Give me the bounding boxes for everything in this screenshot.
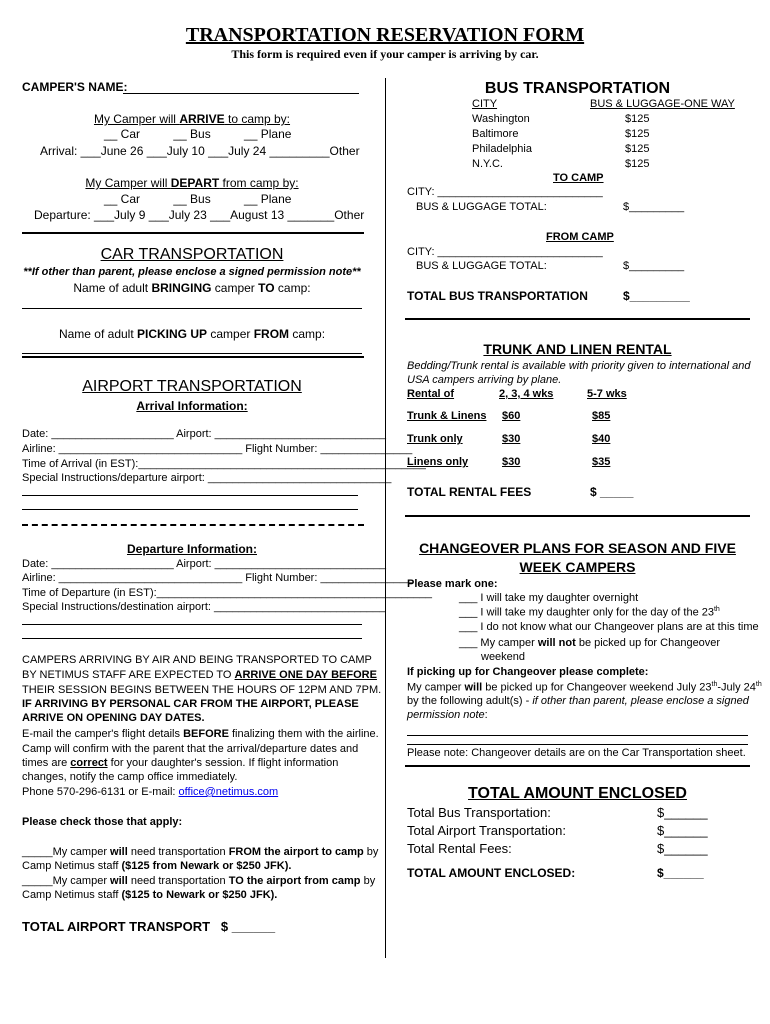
air-notice-line: ARRIVE ON OPENING DAY DATES. [22,712,205,724]
bus-city-price: $125 [625,158,650,170]
total-row-field[interactable]: $______ [657,823,708,838]
arrival-dates[interactable]: Arrival: ___June 26 ___July 10 ___July 24 _________Other [40,144,360,158]
from-camp-total-field[interactable]: $_________ [623,260,685,272]
changeover-option-day[interactable]: ___ I will take my daughter only for the day of the 23th [459,606,720,619]
pickup-line: permission note: [407,709,488,721]
arrive-heading: My Camper will ARRIVE to camp by: [93,112,291,126]
grand-total-field[interactable]: $______ [657,866,704,880]
contact-line: Phone 570-296-6131 or E-mail: office@netimus.com [22,786,279,798]
trunk-row-price-b[interactable]: $35 [592,456,611,468]
from-camp-total-label: BUS & LUGGAGE TOTAL: [416,260,547,272]
arrival-date-field[interactable]: Date: ____________________ Airport: ____________________________ [22,428,386,440]
departure-extra-line[interactable] [22,624,362,625]
divider [405,765,750,767]
to-camp-total-label: BUS & LUGGAGE TOTAL: [416,201,547,213]
divider [22,232,364,234]
to-camp-heading: TO CAMP [553,172,604,184]
divider [405,515,750,517]
pickup-adult-field[interactable] [407,744,748,745]
airport-title: AIRPORT TRANSPORTATION [82,378,302,395]
departure-special-field[interactable]: Special Instructions/destination airport: ____________________________ [22,601,386,613]
arrival-airline-field[interactable]: Airline: ______________________________ Flight Number: _______________ [22,443,413,455]
picking-field[interactable] [22,353,362,354]
changeover-option-unknown[interactable]: ___ I do not know what our Changeover plans are at this time [459,621,759,633]
changeover-title: CHANGEOVER PLANS FOR SEASON AND FIVE [419,540,736,556]
bus-city-price: $125 [625,128,650,140]
trunk-note-line: USA campers arriving by plane. [407,374,562,386]
bus-col-price: BUS & LUGGAGE-ONE WAY [590,98,735,110]
airport-option-to-price: Camp Netimus staff ($125 to Newark or $250 JFK). [22,889,278,901]
to-camp-city-field[interactable]: CITY: ___________________________ [407,186,603,198]
email-notice-line: Camp will confirm with the parent that the arrival/departure dates and [22,743,359,755]
divider [405,318,750,320]
picking-label: Name of adult PICKING UP camper FROM camp: [58,327,326,341]
departure-airline-field[interactable]: Airline: ______________________________ Flight Number: _______________ [22,572,413,584]
changeover-option-not-picked-2: weekend [481,651,526,663]
grand-total-label: TOTAL AMOUNT ENCLOSED: [407,866,576,880]
form-title: TRANSPORTATION RESERVATION FORM [185,24,585,46]
departure-dates[interactable]: Departure: ___July 9 ___July 23 ___August 13 _______Other [34,208,365,222]
trunk-title: TRUNK AND LINEN RENTAL [483,341,672,357]
bringing-field[interactable] [22,308,362,309]
trunk-row-price-a[interactable]: $30 [502,456,521,468]
total-row-label: Total Airport Transportation: [407,823,566,838]
form-subtitle: This form is required even if your camper is arriving by car. [231,47,539,61]
departure-date-field[interactable]: Date: ____________________ Airport: ____________________________ [22,558,386,570]
trunk-note-line: Bedding/Trunk rental is available with priority given to international and [407,360,751,372]
bus-grand-total-label: TOTAL BUS TRANSPORTATION [407,289,588,303]
bus-city-price: $125 [625,113,650,125]
divider [22,356,364,358]
arrival-special-field[interactable]: Special Instructions/departure airport: ______________________________ [22,472,392,484]
trunk-row-price-b[interactable]: $85 [592,410,611,422]
bus-city-name: Baltimore [472,128,519,140]
pickup-adult-field[interactable] [407,735,748,736]
column-divider [385,78,386,958]
changeover-option-not-picked[interactable]: ___ My camper will not be picked up for Changeover [459,637,721,649]
email-link[interactable]: office@netimus.com [178,786,279,798]
total-row-label: Total Rental Fees: [407,841,512,856]
bus-grand-total-field[interactable]: $_________ [623,289,690,303]
air-notice-line: BY NETIMUS STAFF ARE EXPECTED TO ARRIVE ONE DAY BEFORE [22,669,377,681]
trunk-row-price-a[interactable]: $30 [502,433,521,445]
air-notice-line: THEIR SESSION BEGINS BETWEEN THE HOURS OF 12PM AND 7PM. [22,684,382,696]
trunk-row-item[interactable]: Trunk only [407,433,463,445]
email-notice-line: changes, notify the camp office immediately. [22,771,238,783]
camper-name-label: CAMPER'S NAME: [22,80,128,94]
total-row-field[interactable]: $______ [657,805,708,820]
dashed-divider [22,524,364,526]
total-airport-transport[interactable]: TOTAL AIRPORT TRANSPORT $ ______ [22,919,276,934]
car-title: CAR TRANSPORTATION [100,246,284,263]
bus-city-price: $125 [625,143,650,155]
depart-modes[interactable]: __ Car __ Bus __ Plane [104,192,292,206]
total-row-label: Total Bus Transportation: [407,805,551,820]
arrival-extra-line[interactable] [22,509,358,510]
pickup-line: by the following adult(s) - if other than parent, please enclose a signed [407,695,749,707]
depart-heading: My Camper will DEPART from camp by: [85,176,299,190]
bringing-label: Name of adult BRINGING camper TO camp: [73,281,311,295]
total-row-field[interactable]: $______ [657,841,708,856]
departure-time-field[interactable]: Time of Departure (in EST):_____________________________________________ [22,587,432,599]
arrival-extra-line[interactable] [22,495,358,496]
changeover-title-2: WEEK CAMPERS [519,559,636,575]
rental-total-field[interactable]: $ _____ [590,485,634,499]
trunk-row-item[interactable]: Trunk & Linens [407,410,487,422]
totals-title: TOTAL AMOUNT ENCLOSED [468,785,687,802]
trunk-row-price-a[interactable]: $60 [502,410,521,422]
bus-city-name: Washington [472,113,530,125]
camper-name-field[interactable] [123,93,359,94]
car-note: **If other than parent, please enclose a signed permission note** [23,266,361,278]
arrive-modes[interactable]: __ Car __ Bus __ Plane [104,127,292,141]
pickup-line: My camper will be picked up for Changeover weekend July 23th-July 24th [407,681,762,694]
airport-option-to[interactable]: _____My camper will need transportation TO the airport from camp by [22,875,376,887]
air-notice-line: CAMPERS ARRIVING BY AIR AND BEING TRANSPORTED TO CAMP [22,654,372,666]
bus-city-name: N.Y.C. [472,158,503,170]
airport-option-from-price: Camp Netimus staff ($125 from Newark or $250 JFK). [22,860,292,872]
trunk-col-rental: Rental of [407,388,455,400]
bus-col-city: CITY [472,98,498,110]
rental-total-label: TOTAL RENTAL FEES [407,485,532,499]
check-label: Please check those that apply: [22,816,183,828]
arrival-info-heading: Arrival Information: [136,399,248,413]
to-camp-total-field[interactable]: $_________ [623,201,685,213]
departure-extra-line[interactable] [22,638,362,639]
from-camp-heading: FROM CAMP [546,231,614,243]
changeover-option-overnight[interactable]: ___ I will take my daughter overnight [459,592,639,604]
email-notice-line: E-mail the camper's flight details BEFORE finalizing them with the airline. [22,728,379,740]
changeover-note: Please note: Changeover details are on the Car Transportation sheet. [407,747,746,759]
trunk-col-b: 5-7 wks [587,388,627,400]
arrival-time-field[interactable]: Time of Arrival (in EST):_______________________________________________ [22,458,426,470]
from-camp-city-field[interactable]: CITY: ___________________________ [407,246,603,258]
email-notice-line: times are correct for your daughter's session. If flight information [22,757,339,769]
bus-city-name: Philadelphia [472,143,532,155]
air-notice-line: IF ARRIVING BY PERSONAL CAR FROM THE AIRPORT, PLEASE [22,698,359,710]
trunk-col-a: 2, 3, 4 wks [499,388,554,400]
airport-option-from[interactable]: _____My camper will need transportation FROM the airport to camp by [22,846,379,858]
departure-info-heading: Departure Information: [126,542,257,556]
changeover-mark-label: Please mark one: [407,578,498,590]
trunk-row-price-b[interactable]: $40 [592,433,611,445]
pickup-label: If picking up for Changeover please complete: [407,666,649,678]
trunk-row-item[interactable]: Linens only [407,456,469,468]
bus-title: BUS TRANSPORTATION [484,80,671,97]
